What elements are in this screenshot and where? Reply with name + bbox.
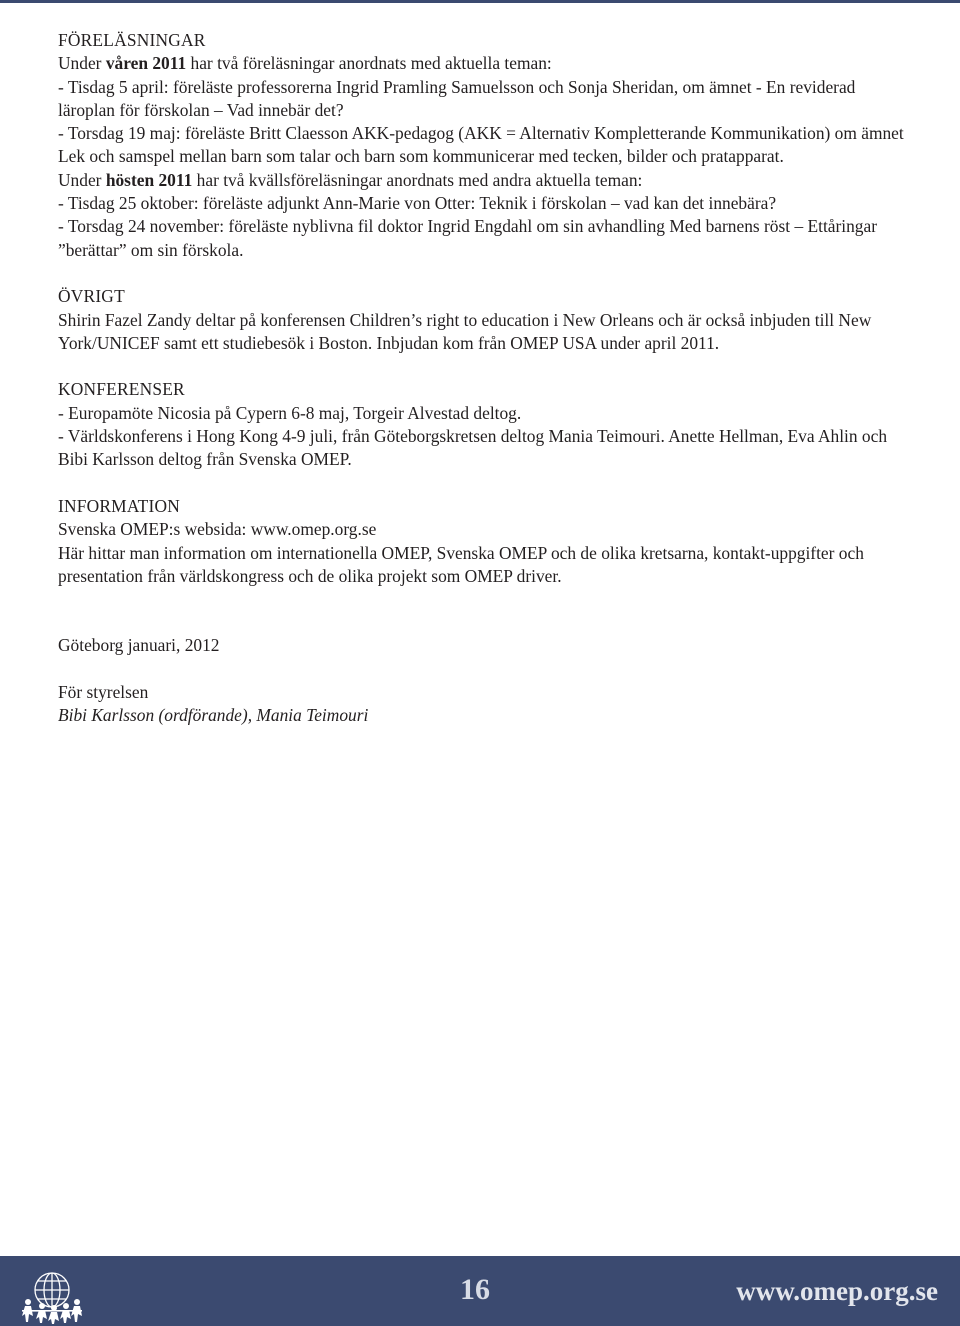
autumn-intro <box>58 169 908 192</box>
lecture-item-2: - Torsdag 19 maj: föreläste Britt Claesson AKK-pedagog (AKK = Alternativ Kompletterande Kommunikation) om ämnet Lek och samspel mellan barn som talar och barn som kommunicerar med tecken, bilder och pratapparat. <box>58 123 904 167</box>
top-rule <box>0 0 960 3</box>
heading-ovrigt: ÖVRIGT <box>58 286 125 307</box>
autumn-intro-post: har två kvällsföreläsningar anordnats med andra aktuella teman: <box>192 169 643 190</box>
conference-item-2: - Världskonferens i Hong Kong 4-9 juli, från Göteborgskretsen deltog Mania Teimouri. Anette Hellman, Eva Ahlin och Bibi Karlsson deltog från Svenska OMEP. <box>58 426 888 470</box>
omep-globe-children-logo-icon <box>20 1266 84 1324</box>
spring-intro-post: har två föreläsningar anordnats med aktuella teman: <box>186 53 552 74</box>
heading-konferenser: KONFERENSER <box>58 379 185 400</box>
website-link[interactable]: www.omep.org.se <box>736 1276 938 1306</box>
signatories <box>58 704 908 727</box>
information-text: Här hittar man information om internationella OMEP, Svenska OMEP och de olika kretsarna, kontakt-uppgifter och presentation från världskongress och de olika projekt som OMEP driver. <box>58 542 864 586</box>
lecture-item-3: - Tisdag 25 oktober: föreläste adjunkt Ann-Marie von Otter: Teknik i förskolan – vad kan det innebära? <box>58 193 777 214</box>
lecture-item-1: - Tisdag 5 april: föreläste professorerna Ingrid Pramling Samuelsson och Sonja Sheridan, om ämnet - En reviderad läroplan för förskolan – Vad innebär det? <box>58 76 856 120</box>
spring-intro-bold: våren 2011 <box>105 53 187 74</box>
spring-intro-pre: Under <box>58 53 106 74</box>
spacer <box>58 262 908 285</box>
lecture-item-4: - Torsdag 24 november: föreläste nyblivna fil doktor Ingrid Engdahl om sin avhandling Med barnens röst – Ettåringar ”berättar” om sin förskola. <box>58 216 878 260</box>
spacer <box>58 355 908 378</box>
spacer <box>58 588 908 634</box>
heading-information: INFORMATION <box>58 495 181 516</box>
heading-forelasningar: FÖRELÄSNINGAR <box>58 30 206 50</box>
place-date: Göteborg januari, 2012 <box>58 635 220 656</box>
conference-item-1: - Europamöte Nicosia på Cypern 6-8 maj, Torgeir Alvestad deltog. <box>58 402 522 423</box>
document-body <box>58 29 908 727</box>
autumn-intro-bold: hösten 2011 <box>105 169 193 190</box>
autumn-intro-pre: Under <box>58 169 106 190</box>
signatories-text: Bibi Karlsson (ordförande), Mania Teimouri <box>58 705 369 726</box>
spring-intro <box>58 52 908 75</box>
page-number: 16 <box>460 1273 490 1306</box>
page-footer <box>0 1256 960 1326</box>
spacer <box>58 472 908 495</box>
spacer <box>58 657 908 680</box>
on-behalf: För styrelsen <box>58 681 149 702</box>
ovrigt-text: Shirin Fazel Zandy deltar på konferensen Children’s right to education i New Orleans och är också inbjuden till New York/UNICEF samt ett studiebesök i Boston. Inbjudan kom från OMEP USA under april 2011. <box>58 309 872 353</box>
information-website-line: Svenska OMEP:s websida: www.omep.org.se <box>58 519 377 540</box>
